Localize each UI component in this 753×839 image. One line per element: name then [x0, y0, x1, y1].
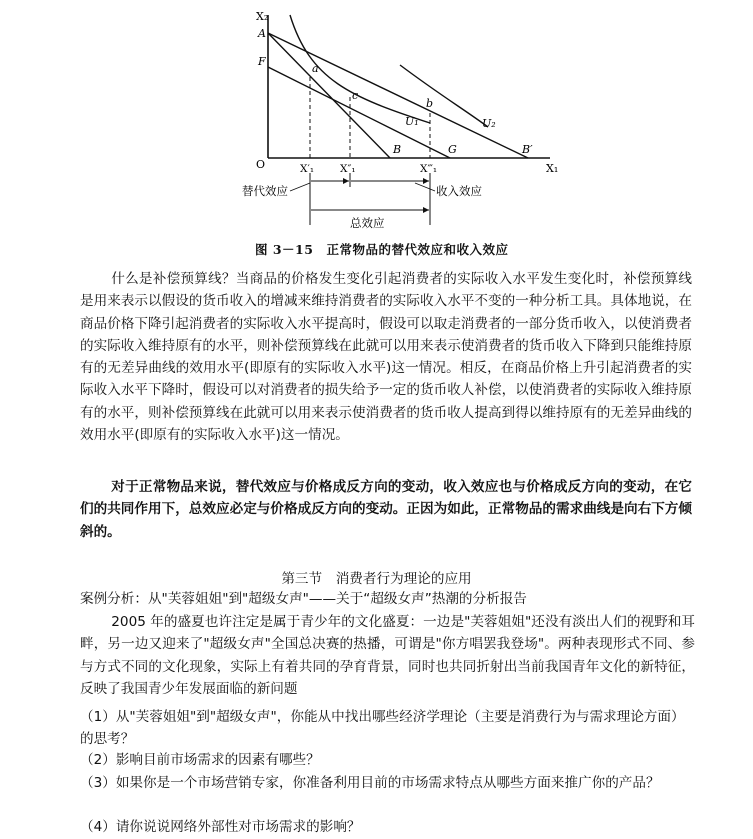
indifference-curve-u1: [290, 15, 430, 123]
curve-label-u1: U₁: [405, 115, 419, 128]
point-label-b: b: [426, 97, 434, 110]
point-label-a: a: [312, 62, 319, 75]
x-axis-label: X₁: [546, 162, 559, 175]
income-arrowhead: [423, 178, 429, 184]
point-label-c: c: [352, 89, 359, 102]
tick-label-x1-tprime: X‴₁: [420, 163, 438, 175]
point-label-A: A: [258, 27, 266, 40]
tick-label-x1-prime: X′₁: [300, 163, 315, 175]
substitution-arrowhead: [343, 178, 349, 184]
paragraph-normal-goods-summary: 对于正常物品来说，替代效应与价格成反方向的变动，收入效应也与价格成反方向的变动，在它们的共同作用下，总效应必定与价格成反方向的变动。正因为如此，正常物品的需求曲线是向右下方倾斜的。: [80, 479, 692, 540]
section-title: 第三节 消费者行为理论的应用: [281, 571, 472, 587]
paragraph-compensated-budget-line: 什么是补偿预算线？当商品的价格发生变化引起消费者的实际收入水平发生变化时，补偿预算线是用来表示以假设的货币收入的增减来维持消费者的实际收入水平不变的一种分析工具。具体地说，在商品价格下降引起消费者的实际收入水平提高时，假设可以取走消费者的一部分货币收入，以使消费者的实际收入维持原有的水平，则补偿预算线在此就可以用来表示使消费者的货币收入下降到只能维持原有的无差异曲线的效用水平(即原有的实际收入水平)这一情况。相反，在商品价格上升引起消费者的实际收入水平下降时，假设可以对消费者的损失给予一定的货币收人补偿，以使消费者的实际收入维持原有的水平，则补偿预算线在此就可以用来表示使消费者的货币收人提高到得以维持原有的无差异曲线的效用水平(即原有的实际收入水平)这一情况。: [80, 271, 692, 444]
point-label-F: F: [258, 55, 266, 68]
substitution-leader: [290, 183, 310, 191]
curve-label-u2: U₂: [482, 117, 496, 130]
point-label-Bprime: B′: [522, 143, 533, 156]
substitution-income-effect-figure: [242, 5, 570, 260]
budget-line-AB: [268, 33, 390, 158]
question-1: （1）从"芙蓉姐姐"到"超级女声"，你能从中找出哪些经济学理论（主要是消费行为与需求理论方面）的思考？: [80, 709, 685, 748]
case-intro: 2005 年的盛夏也许注定是属于青少年的文化盛夏：一边是"芙蓉姐姐"还没有淡出人们的视野和耳畔，另一边又迎来了"超级女声"全国总决赛的热播，可谓是"你方唱罢我登场"。两种表现形式不同、参与方式不同的文化现象，实际上有着共同的孕育背景，同时也共同折射出当前我国青年文化的新特征，反映了我国青少年发展面临的新问题: [80, 614, 695, 697]
substitution-effect-label: 替代效应: [242, 184, 288, 198]
point-label-G: G: [448, 143, 457, 156]
y-axis-label: X₂: [256, 10, 269, 23]
tick-label-x1-dprime: X″₁: [340, 163, 356, 175]
origin-label: O: [256, 158, 266, 171]
income-leader: [415, 183, 435, 191]
case-title: 案例分析：从"芙蓉姐姐"到"超级女声"——关于“超级女声”热潮的分析报告: [80, 591, 527, 607]
total-arrowhead: [423, 207, 429, 213]
point-label-B: B: [393, 143, 402, 156]
question-3: （3）如果你是一个市场营销专家，你准备利用目前的市场需求特点从哪些方面来推广你的产品？: [80, 775, 660, 791]
question-2: （2）影响目前市场需求的因素有哪些？: [80, 752, 320, 768]
total-effect-label: 总效应: [350, 216, 385, 230]
figure-caption: 图 3－15 正常物品的替代效应和收入效应: [255, 242, 509, 257]
question-4: （4）请你说说网络外部性对市场需求的影响？: [80, 819, 361, 835]
compensated-budget-line-FG: [268, 67, 450, 158]
income-effect-label: 收入效应: [436, 184, 482, 198]
